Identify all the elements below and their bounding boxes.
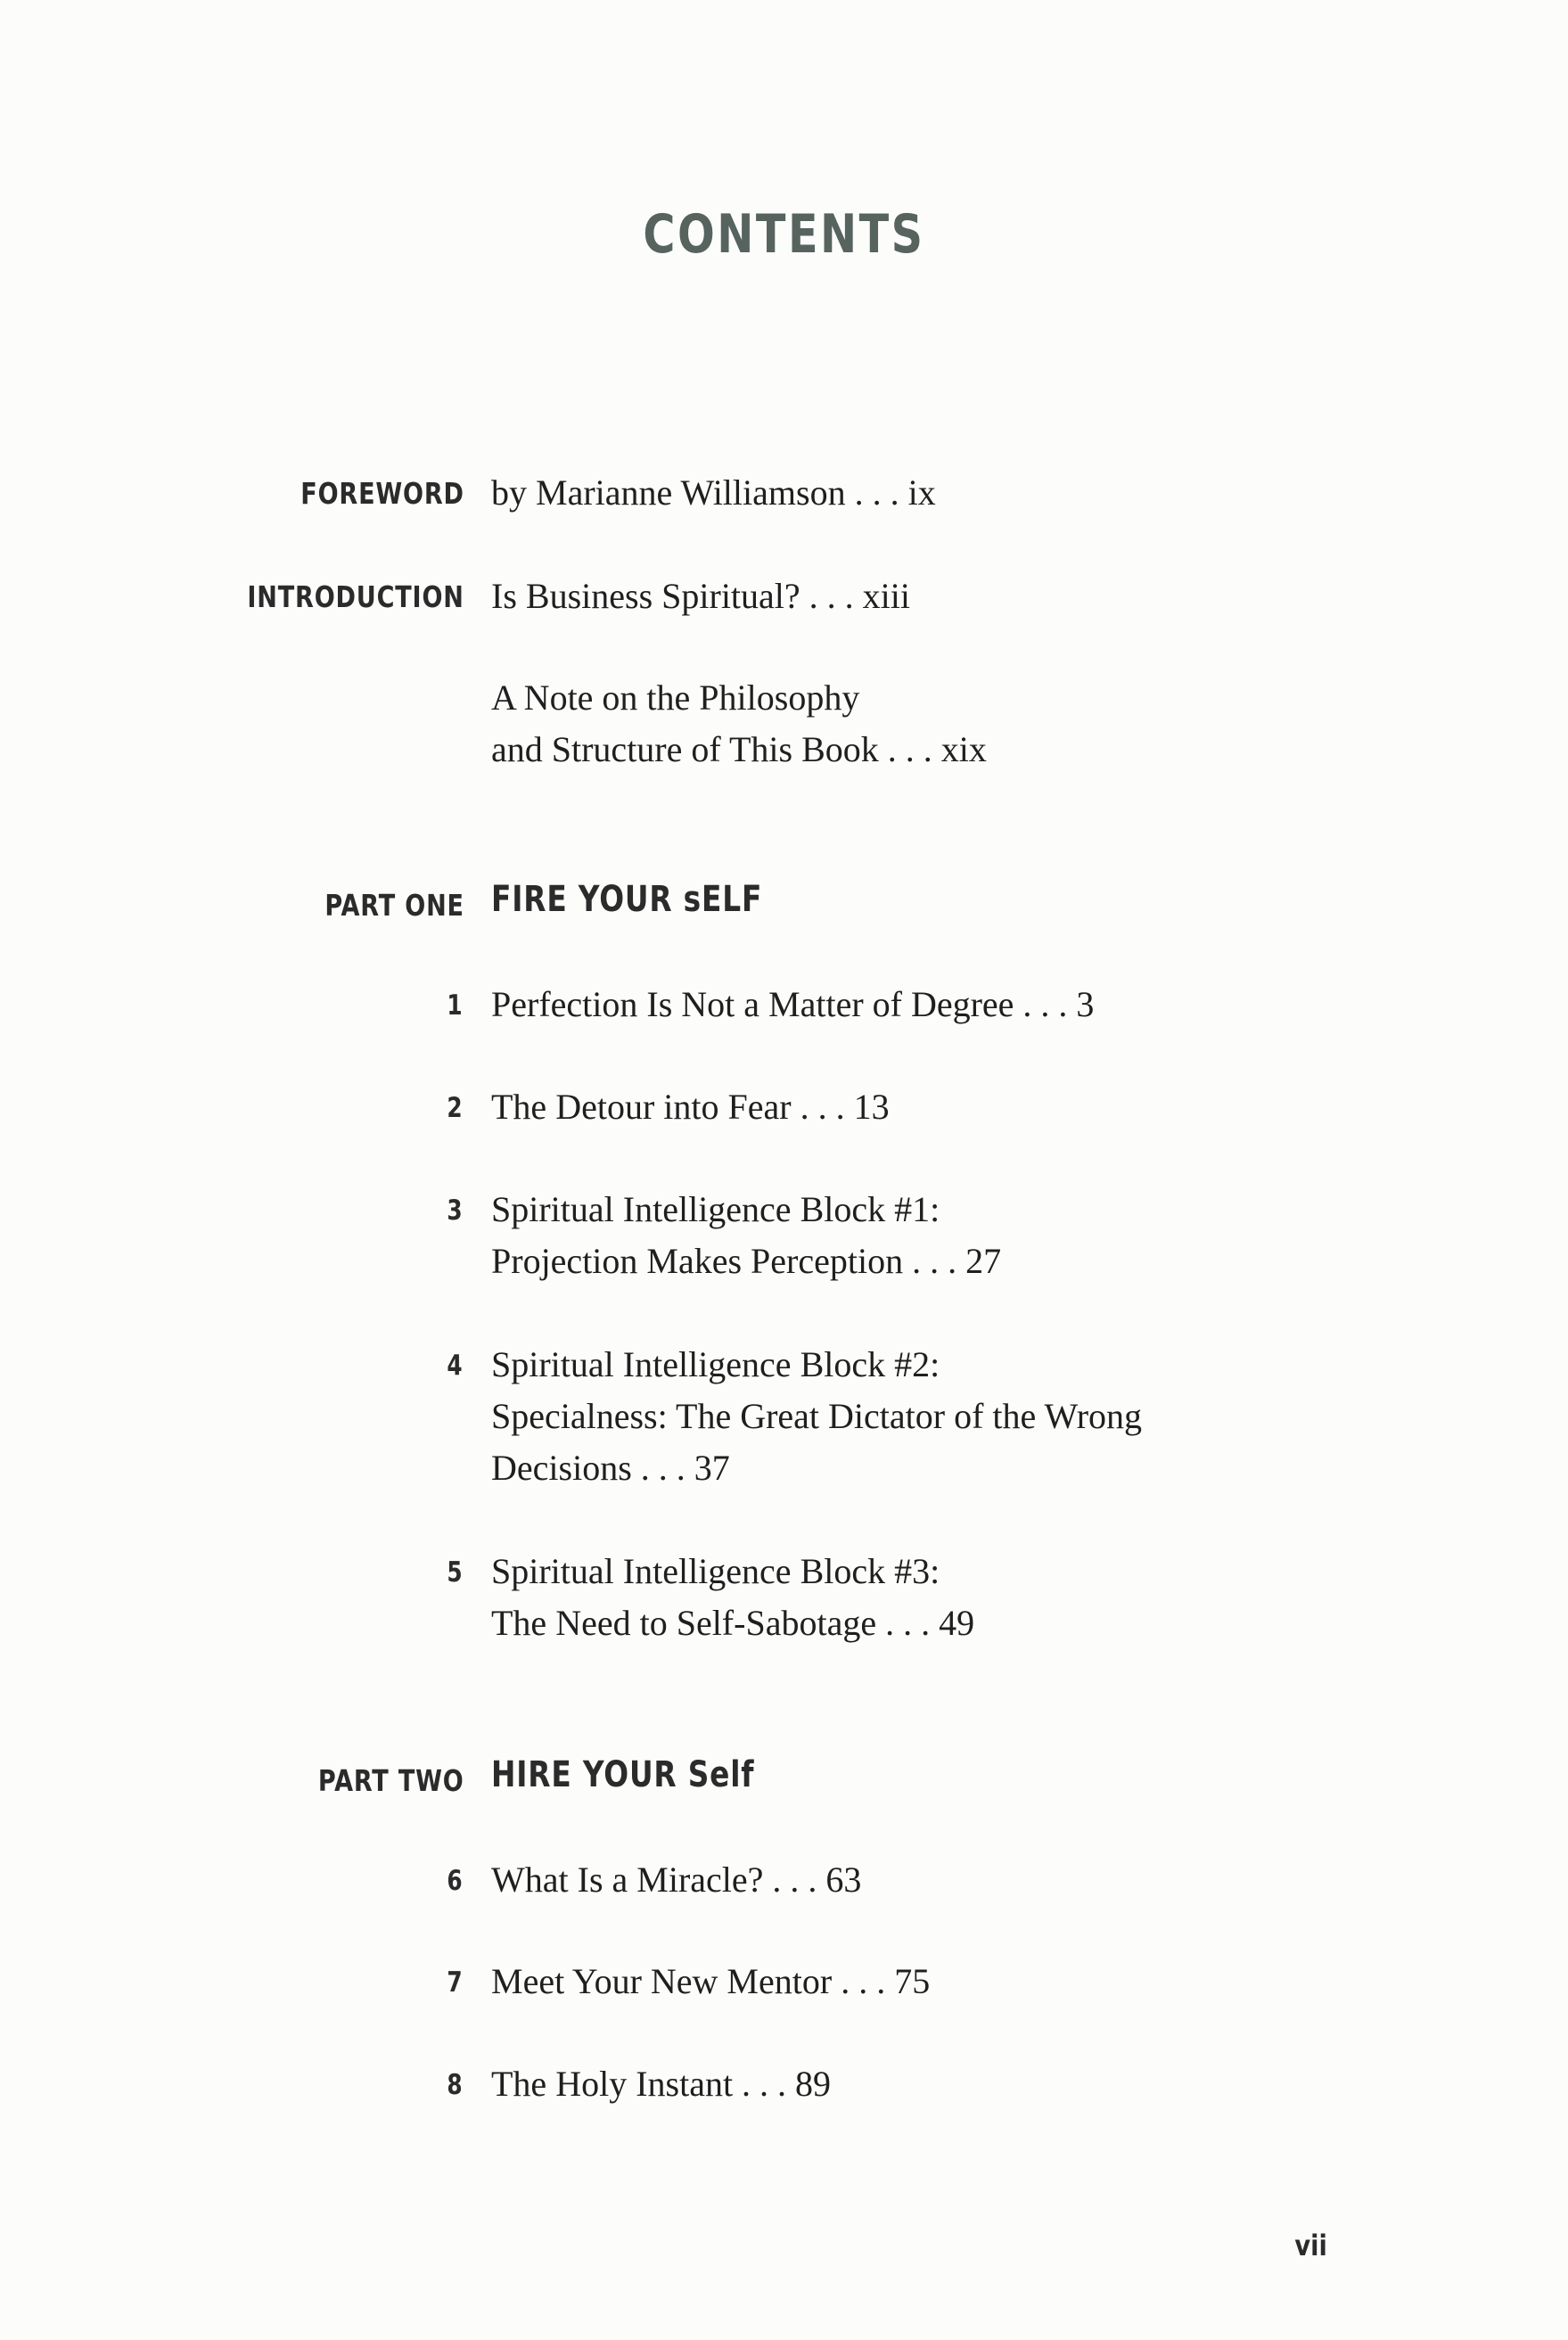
entry-line: The Detour into Fear . . . 13: [491, 1087, 890, 1127]
entry-label: FOREWORD: [300, 476, 464, 511]
page-title: CONTENTS: [643, 203, 925, 266]
chapter-number: 5: [447, 1556, 463, 1589]
entry-text: [491, 672, 987, 776]
part-label: PART TWO: [318, 1763, 464, 1798]
entry-text: [491, 571, 910, 622]
part-label: PART ONE: [324, 888, 464, 923]
chapter-number: 3: [447, 1195, 463, 1227]
entry-text: [491, 467, 936, 519]
chapter-number: 6: [447, 1865, 463, 1897]
entry-text: [491, 1854, 861, 1906]
entry-line: The Need to Self-Sabotage . . . 49: [491, 1603, 975, 1643]
entry-text: [491, 1184, 1001, 1287]
entry-line: What Is a Miracle? . . . 63: [491, 1860, 862, 1900]
page-number: vii: [1294, 2229, 1327, 2262]
entry-line: by Marianne Williamson . . . ix: [491, 472, 936, 513]
part-title: HIRE YOUR Self: [491, 1754, 755, 1795]
entry-line: Spiritual Intelligence Block #3:: [491, 1551, 940, 1591]
entry-line: and Structure of This Book . . . xix: [491, 729, 987, 769]
entry-line: A Note on the Philosophy: [491, 677, 860, 718]
entry-line: Projection Makes Perception . . . 27: [491, 1241, 1002, 1281]
entry-line: Spiritual Intelligence Block #2:: [491, 1344, 940, 1384]
entry-text: [491, 1339, 1142, 1494]
chapter-number: 4: [447, 1350, 463, 1382]
entry-text: [491, 1956, 930, 2007]
chapter-number: 2: [447, 1092, 463, 1124]
entry-line: Decisions . . . 37: [491, 1448, 730, 1488]
chapter-number: 8: [447, 2069, 463, 2101]
entry-line: The Holy Instant . . . 89: [491, 2064, 832, 2104]
entry-line: Is Business Spiritual? . . . xiii: [491, 576, 910, 616]
entry-text: [491, 979, 1094, 1030]
chapter-number: 7: [447, 1966, 463, 1999]
entry-line: Specialness: The Great Dictator of the Wrong: [491, 1396, 1143, 1436]
chapter-number: 1: [447, 989, 463, 1022]
entry-text: [491, 1081, 890, 1133]
entry-text: [491, 1546, 974, 1649]
entry-text: [491, 2058, 831, 2110]
entry-line: Meet Your New Mentor . . . 75: [491, 1961, 931, 2001]
entry-label: INTRODUCTION: [247, 579, 464, 614]
entry-line: Perfection Is Not a Matter of Degree . . . 3: [491, 984, 1095, 1024]
part-title: FIRE YOUR sELF: [491, 879, 763, 920]
entry-line: Spiritual Intelligence Block #1:: [491, 1189, 940, 1229]
